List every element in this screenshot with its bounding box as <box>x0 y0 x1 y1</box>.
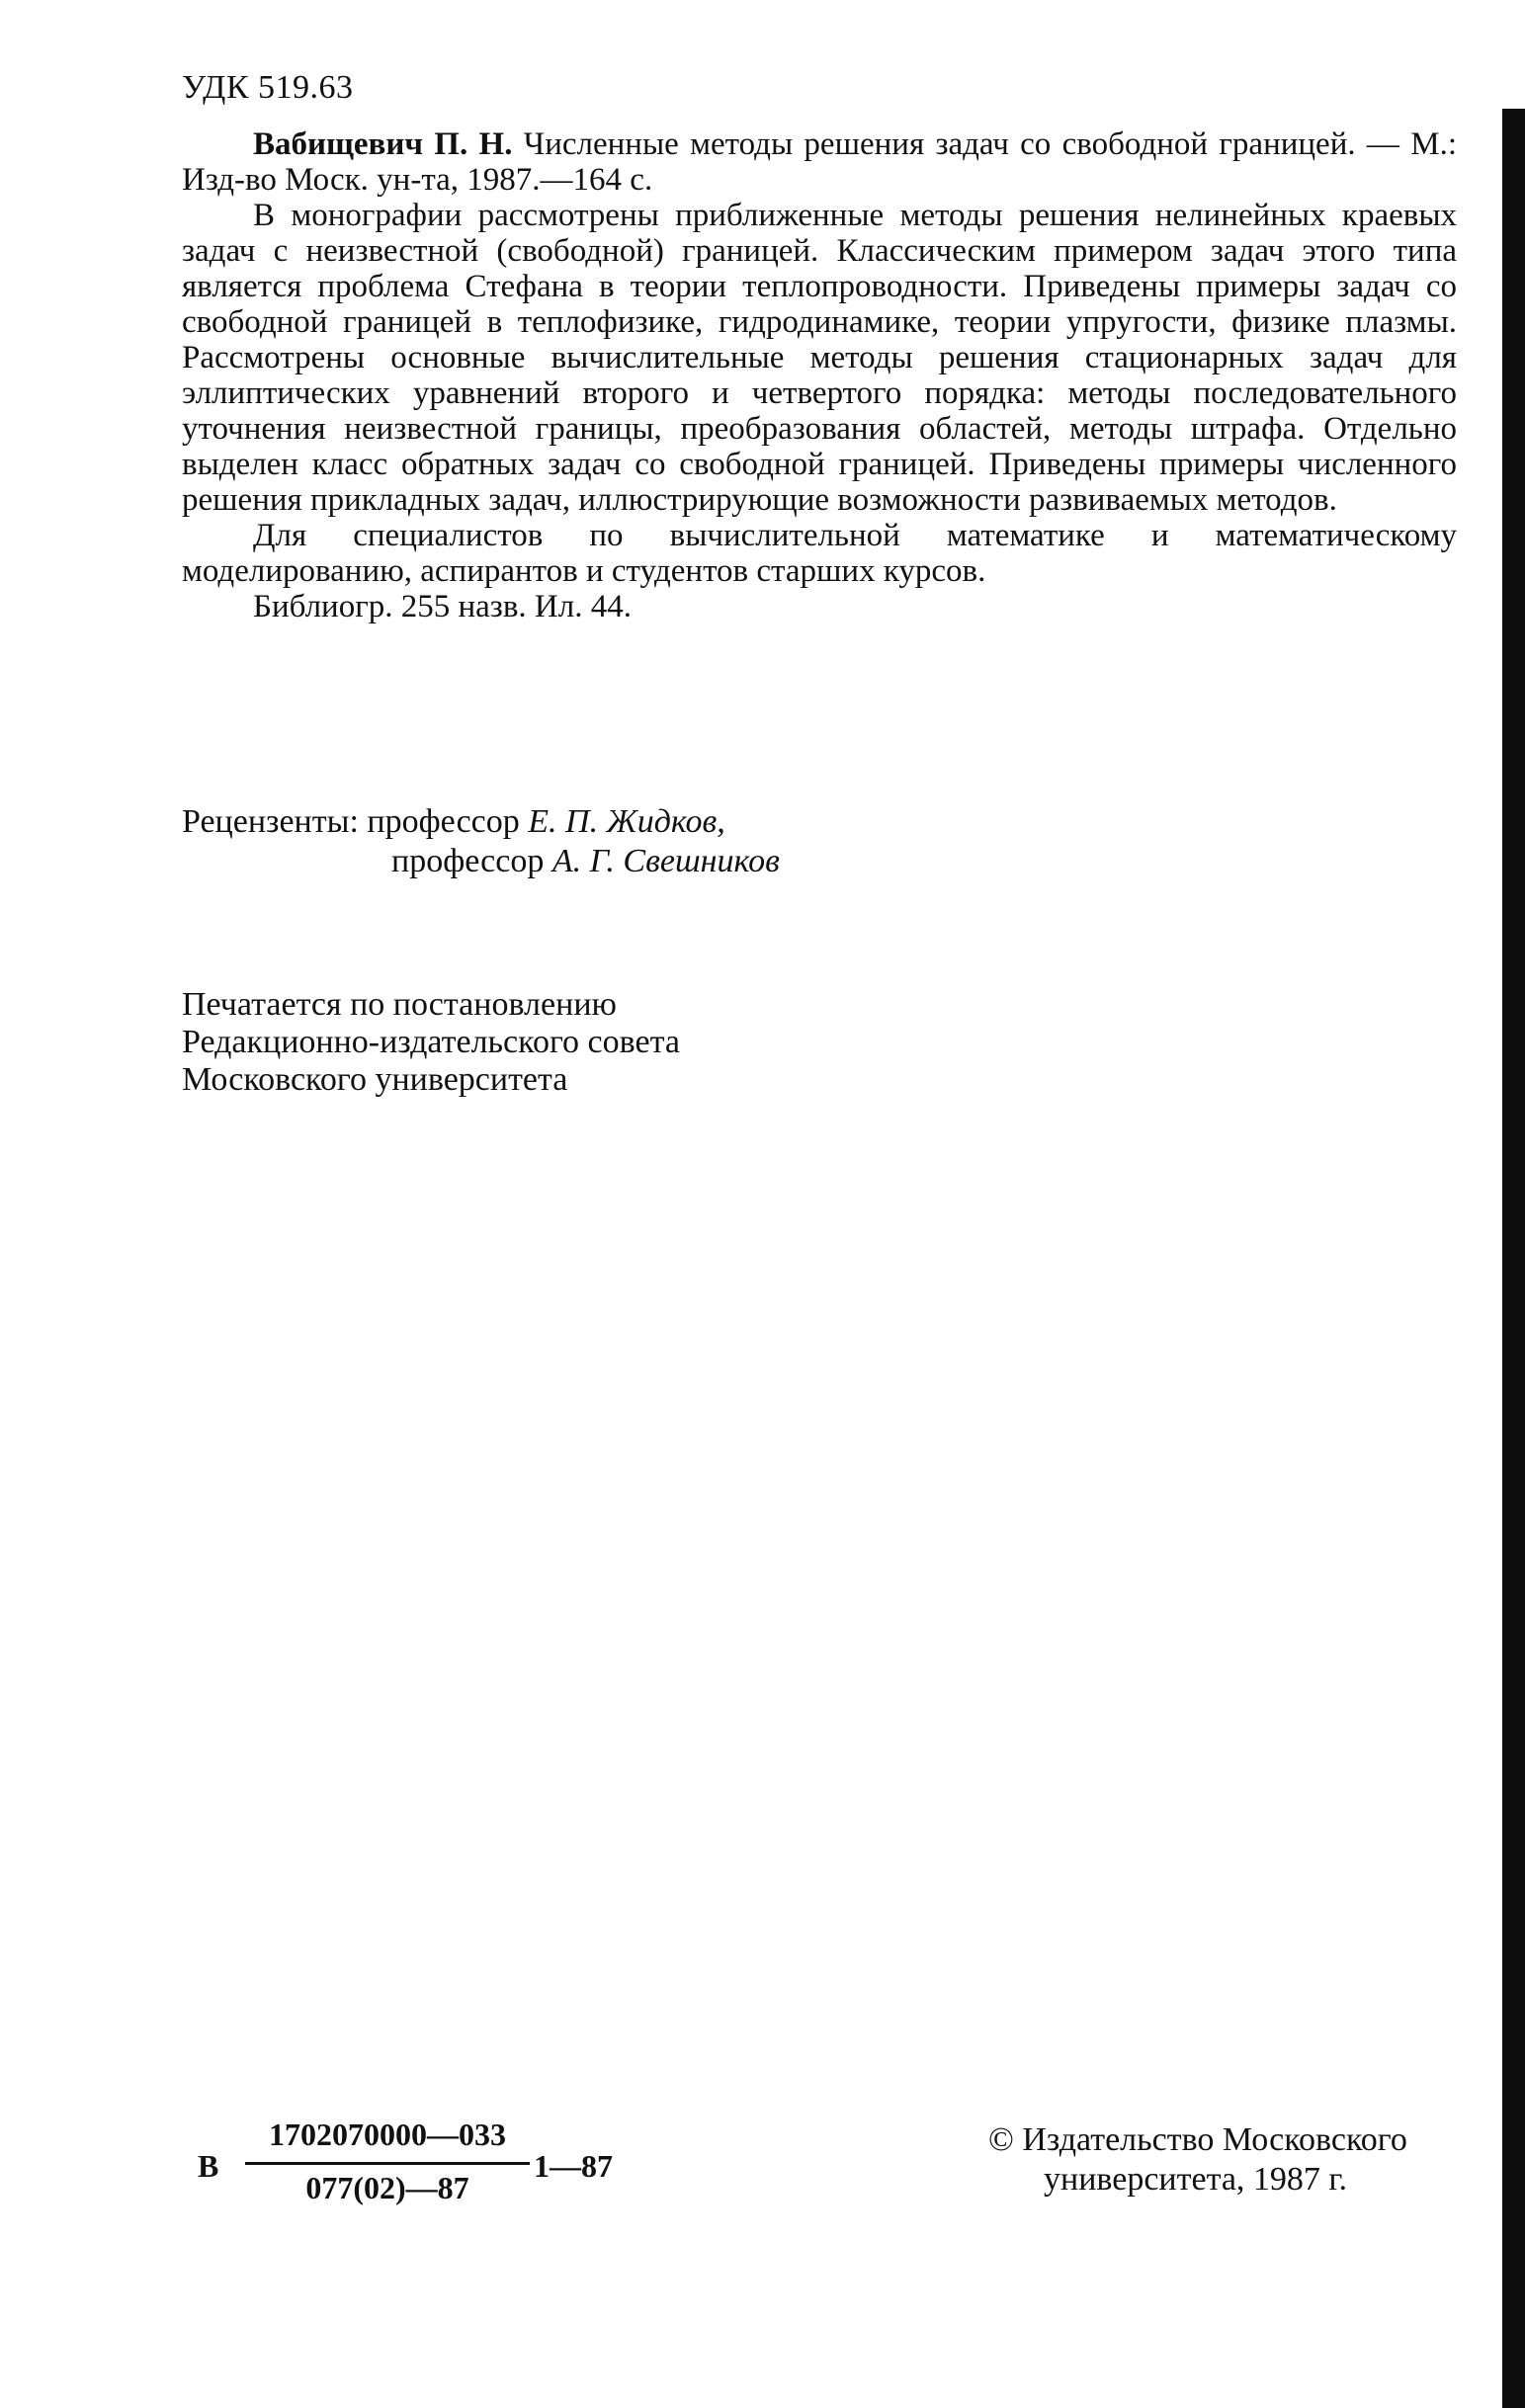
author-name: Вабищевич П. Н. <box>253 126 513 162</box>
imprint-line-2: Редакционно-издательского совета <box>182 1024 680 1060</box>
imprint-line-3: Московского университета <box>182 1061 568 1098</box>
abstract-audience: Для специалистов по вычислительной математике и математическому моделированию, аспирантов и студентов старших курсов. <box>182 518 1457 589</box>
abstract-bibliography: Библиогр. 255 назв. Ил. 44. <box>253 589 632 624</box>
abstract-summary: В монографии рассмотрены приближенные методы решения нелинейных краевых задач с неизвестной (свободной) границей. Классическим примером задач этого типа является проблема Стефана в теории теплопроводности. Приведены примеры задач со свободной границей в теплофизике, гидродинамике, теории упругости, физике плазмы. Рассмотрены основные вычислительные методы решения стационарных задач для эллиптических уравнений второго и четвертого порядка: методы последовательного уточнения неизвестной границы, преобразования областей, методы штрафа. Отдельно выделен класс обратных задач со свободной границей. Приведены примеры численного решения прикладных задач, иллюстрирующие возможности развиваемых методов. <box>182 198 1457 518</box>
reviewers-label: Рецензенты: <box>182 803 359 840</box>
reviewer-title-1: профессор <box>367 803 520 840</box>
udc-code: УДК 519.63 <box>182 69 354 106</box>
abstract-block <box>182 126 1457 624</box>
entry-title: Численные методы решения задач со свободной границей. — М.: Изд-во Моск. ун-та, 1987.—164 с. <box>182 126 1457 198</box>
code-letter: В <box>198 2148 219 2184</box>
imprint-line-1: Печатается по постановлению <box>182 986 617 1023</box>
scan-edge-shadow <box>1502 109 1525 2408</box>
reviewer-row-2 <box>182 842 780 881</box>
reviewers-block <box>182 802 780 881</box>
code-numerator: 1702070000—033 <box>269 2117 506 2152</box>
reviewer-title-2: профессор <box>391 843 545 879</box>
reviewer-name-1: Е. П. Жидков, <box>528 803 725 840</box>
reviewer-name-2: А. Г. Свешников <box>551 843 780 879</box>
imprint-block <box>182 986 680 1099</box>
bibliographic-entry <box>182 126 1457 198</box>
code-denominator: 077(02)—87 <box>305 2170 469 2205</box>
fraction-bar <box>245 2162 530 2165</box>
copyright-line-2: университета, 1987 г. <box>1044 2161 1348 2198</box>
code-tail: 1—87 <box>534 2148 613 2184</box>
copyright-line-1: © Издательство Московского <box>988 2121 1407 2158</box>
publication-code <box>198 2117 652 2215</box>
copyright-block <box>988 2120 1407 2200</box>
reviewer-row-1 <box>182 802 780 842</box>
